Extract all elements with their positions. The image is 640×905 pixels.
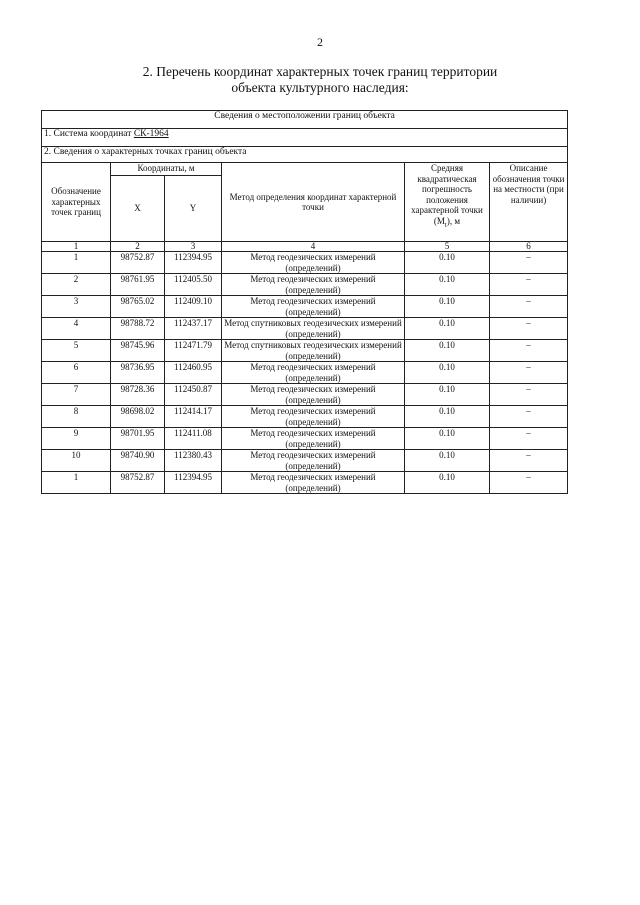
description-cell: – bbox=[490, 406, 568, 428]
table-row bbox=[42, 428, 568, 450]
y-cell: 112380.43 bbox=[165, 450, 222, 472]
x-cell: 98752.87 bbox=[111, 252, 165, 274]
header-description: Описание обозначения точки на местности (при наличии) bbox=[490, 163, 568, 242]
x-cell: 98745.96 bbox=[111, 340, 165, 362]
error-cell: 0.10 bbox=[405, 428, 490, 450]
header-error bbox=[405, 163, 490, 242]
error-cell: 0.10 bbox=[405, 274, 490, 296]
table-row bbox=[42, 252, 568, 274]
y-cell: 112437.17 bbox=[165, 318, 222, 340]
coordinates-table bbox=[41, 110, 568, 494]
description-cell: – bbox=[490, 472, 568, 494]
method-cell: Метод геодезических измерений (определений) bbox=[222, 406, 405, 428]
x-cell: 98728.36 bbox=[111, 384, 165, 406]
point-cell: 6 bbox=[42, 362, 111, 384]
description-cell: – bbox=[490, 252, 568, 274]
table-row bbox=[42, 274, 568, 296]
point-cell: 8 bbox=[42, 406, 111, 428]
table-row bbox=[42, 318, 568, 340]
column-number: 4 bbox=[222, 242, 405, 252]
description-cell: – bbox=[490, 296, 568, 318]
table-row bbox=[42, 450, 568, 472]
point-cell: 9 bbox=[42, 428, 111, 450]
table-row bbox=[42, 340, 568, 362]
header-y: Y bbox=[165, 176, 222, 242]
x-cell: 98698.02 bbox=[111, 406, 165, 428]
heading-line-2: объекта культурного наследия: bbox=[231, 80, 409, 95]
error-cell: 0.10 bbox=[405, 340, 490, 362]
error-cell: 0.10 bbox=[405, 296, 490, 318]
point-cell: 5 bbox=[42, 340, 111, 362]
method-cell: Метод геодезических измерений (определений) bbox=[222, 274, 405, 296]
column-number: 2 bbox=[111, 242, 165, 252]
table-row bbox=[42, 296, 568, 318]
column-number: 6 bbox=[490, 242, 568, 252]
description-cell: – bbox=[490, 318, 568, 340]
error-cell: 0.10 bbox=[405, 450, 490, 472]
point-cell: 7 bbox=[42, 384, 111, 406]
method-cell: Метод геодезических измерений (определений) bbox=[222, 362, 405, 384]
y-cell: 112394.95 bbox=[165, 472, 222, 494]
table-row bbox=[42, 472, 568, 494]
header-point: Обозначение характерных точек границ bbox=[42, 163, 111, 242]
method-cell: Метод геодезических измерений (определений) bbox=[222, 296, 405, 318]
method-cell: Метод геодезических измерений (определений) bbox=[222, 252, 405, 274]
x-cell: 98761.95 bbox=[111, 274, 165, 296]
coordinate-system-label: 1. Система координат bbox=[44, 129, 132, 139]
error-cell: 0.10 bbox=[405, 362, 490, 384]
x-cell: 98701.95 bbox=[111, 428, 165, 450]
table-row bbox=[42, 406, 568, 428]
x-cell: 98788.72 bbox=[111, 318, 165, 340]
description-cell: – bbox=[490, 428, 568, 450]
y-cell: 112414.17 bbox=[165, 406, 222, 428]
method-cell: Метод спутниковых геодезических измерений (определений) bbox=[222, 340, 405, 362]
y-cell: 112450.87 bbox=[165, 384, 222, 406]
x-cell: 98740.90 bbox=[111, 450, 165, 472]
description-cell: – bbox=[490, 340, 568, 362]
point-cell: 4 bbox=[42, 318, 111, 340]
y-cell: 112411.08 bbox=[165, 428, 222, 450]
header-method: Метод определения координат характерной точки bbox=[222, 163, 405, 242]
method-cell: Метод геодезических измерений (определений) bbox=[222, 384, 405, 406]
method-cell: Метод геодезических измерений (определений) bbox=[222, 472, 405, 494]
point-cell: 1 bbox=[42, 472, 111, 494]
x-cell: 98752.87 bbox=[111, 472, 165, 494]
header-coordinates: Координаты, м bbox=[111, 163, 222, 176]
y-cell: 112405.50 bbox=[165, 274, 222, 296]
x-cell: 98736.95 bbox=[111, 362, 165, 384]
header-error-text: Средняя квадратическая погрешность положения характерной точки $(M_t)$, м bbox=[411, 163, 483, 229]
points-info-title: 2. Сведения о характерных точках границ объекта bbox=[42, 147, 568, 163]
point-cell: 1 bbox=[42, 252, 111, 274]
column-number: 1 bbox=[42, 242, 111, 252]
y-cell: 112394.95 bbox=[165, 252, 222, 274]
method-cell: Метод спутниковых геодезических измерений (определений) bbox=[222, 318, 405, 340]
header-x: X bbox=[111, 176, 165, 242]
column-numbers-row bbox=[42, 242, 568, 252]
method-cell: Метод геодезических измерений (определений) bbox=[222, 450, 405, 472]
x-cell: 98765.02 bbox=[111, 296, 165, 318]
error-cell: 0.10 bbox=[405, 384, 490, 406]
column-number: 3 bbox=[165, 242, 222, 252]
description-cell: – bbox=[490, 450, 568, 472]
error-cell: 0.10 bbox=[405, 472, 490, 494]
coordinate-system-row bbox=[42, 129, 568, 147]
y-cell: 112460.95 bbox=[165, 362, 222, 384]
y-cell: 112409.10 bbox=[165, 296, 222, 318]
table-row bbox=[42, 362, 568, 384]
coordinate-system-name: СК-1964 bbox=[133, 129, 169, 139]
point-cell: 2 bbox=[42, 274, 111, 296]
method-cell: Метод геодезических измерений (определений) bbox=[222, 428, 405, 450]
y-cell: 112471.79 bbox=[165, 340, 222, 362]
error-cell: 0.10 bbox=[405, 252, 490, 274]
page-number: 2 bbox=[317, 35, 323, 49]
table-row bbox=[42, 384, 568, 406]
column-number: 5 bbox=[405, 242, 490, 252]
heading-line-1: 2. Перечень координат характерных точек границ территории bbox=[142, 64, 498, 79]
point-cell: 10 bbox=[42, 450, 111, 472]
document-heading bbox=[0, 64, 640, 96]
section-title: Сведения о местоположении границ объекта bbox=[42, 111, 568, 129]
description-cell: – bbox=[490, 274, 568, 296]
description-cell: – bbox=[490, 362, 568, 384]
error-cell: 0.10 bbox=[405, 318, 490, 340]
error-cell: 0.10 bbox=[405, 406, 490, 428]
point-cell: 3 bbox=[42, 296, 111, 318]
description-cell: – bbox=[490, 384, 568, 406]
